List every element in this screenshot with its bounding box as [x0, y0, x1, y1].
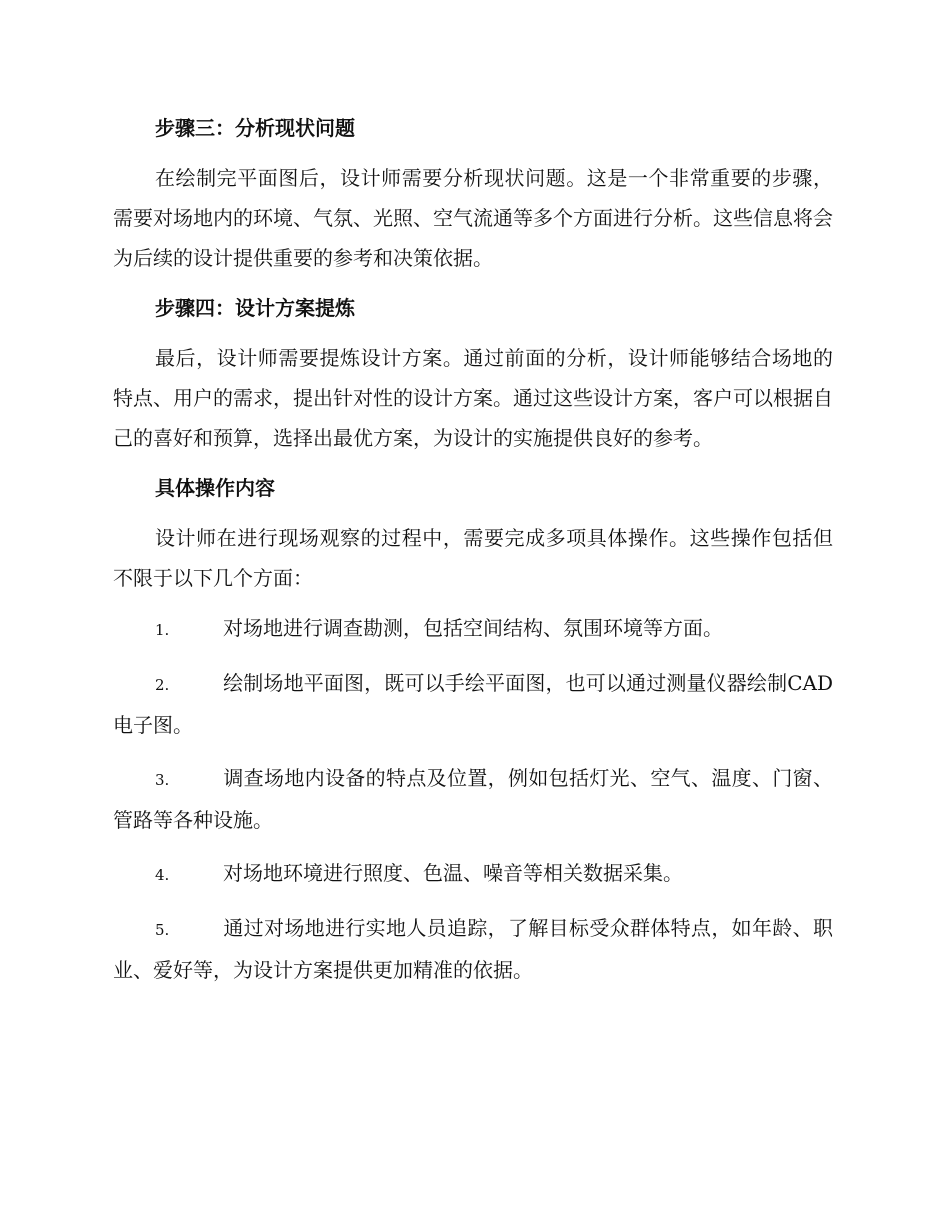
step4-heading: 步骤四：设计方案提炼	[155, 296, 355, 320]
document-content	[113, 108, 833, 1003]
list-item-text: 调查场地内设备的特点及位置，例如包括灯光、空气、温度、门窗、管路等各种设施。	[113, 766, 833, 832]
list-item	[113, 758, 833, 840]
list-item-number: 5.	[155, 921, 170, 939]
list-item-text: 绘制场地平面图，既可以手绘平面图，也可以通过测量仪器绘制CAD 电子图。	[113, 671, 833, 737]
step3-paragraph: 在绘制完平面图后，设计师需要分析现状问题。这是一个非常重要的步骤，需要对场地内的环境、气氛、光照、空气流通等多个方面进行分析。这些信息将会为后续的设计提供重要的参考和决策依据。	[113, 166, 833, 270]
list-item	[113, 908, 833, 990]
list-item-text: 对场地进行调查勘测，包括空间结构、氛围环境等方面。	[223, 616, 723, 640]
operations-heading: 具体操作内容	[155, 476, 275, 500]
list-item-number: 2.	[155, 676, 170, 694]
operations-paragraph: 设计师在进行现场观察的过程中，需要完成多项具体操作。这些操作包括但不限于以下几个方面：	[113, 526, 833, 590]
list-item-number: 1.	[155, 621, 170, 639]
list-item	[113, 853, 833, 895]
list-item	[113, 663, 833, 745]
list-item-number: 3.	[155, 771, 170, 789]
list-item-number: 4.	[155, 866, 170, 884]
list-item-text: 对场地环境进行照度、色温、噪音等相关数据采集。	[223, 861, 683, 885]
list-item-text: 通过对场地进行实地人员追踪，了解目标受众群体特点，如年龄、职业、爱好等，为设计方案提供更加精准的依据。	[113, 916, 833, 982]
step4-paragraph: 最后，设计师需要提炼设计方案。通过前面的分析，设计师能够结合场地的特点、用户的需求，提出针对性的设计方案。通过这些设计方案，客户可以根据自己的喜好和预算，选择出最优方案，为设计的实施提供良好的参考。	[113, 346, 833, 450]
list-item	[113, 608, 833, 650]
step3-heading: 步骤三：分析现状问题	[155, 116, 355, 140]
operations-list	[113, 608, 833, 990]
